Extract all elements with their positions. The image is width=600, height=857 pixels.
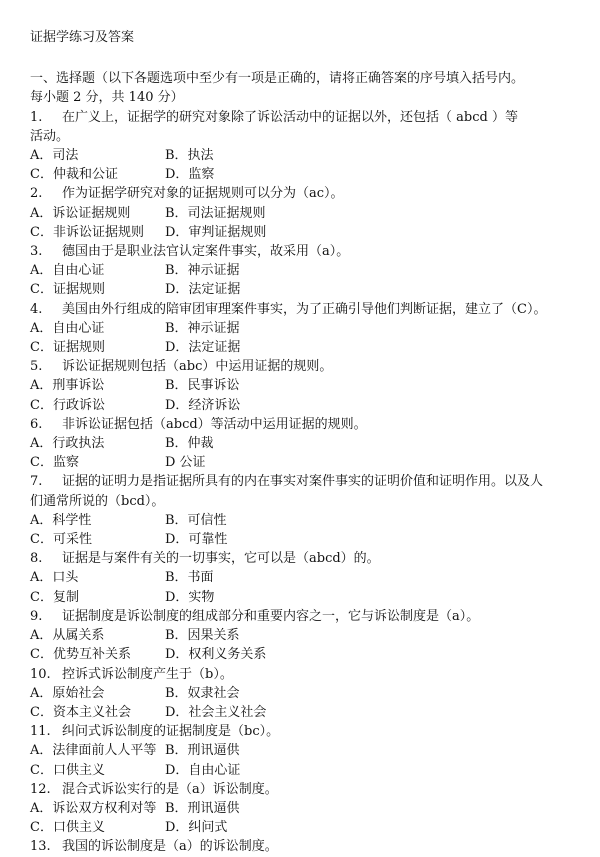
question-number: 6. [30,416,43,432]
question-text: 作为证据学研究对象的证据规则可以分为（ac）。 [62,186,344,202]
option-row [30,261,576,280]
answer-option: D．监察 [165,167,215,183]
question-stem [30,184,576,203]
answer-option: C．资本主义社会 [30,704,131,720]
question-text: 控诉式诉讼制度产生于（b）。 [62,666,233,682]
answer-option: B．可信性 [165,512,227,528]
answer-option: C．证据规则 [30,282,105,298]
question-number: 4. [30,301,43,317]
question-stem [30,837,576,856]
answer-option: D．法定证据 [165,340,241,356]
answer-option: A．自由心证 [30,263,105,279]
option-row [30,511,576,530]
option-row [30,645,576,664]
question-number: 3. [30,244,43,260]
answer-option: A．诉讼证据规则 [30,205,131,221]
answer-option: D．权利义务关系 [165,647,267,663]
question-text: 证据是与案件有关的一切事实，它可以是（abcd）的。 [62,551,380,567]
option-row [30,568,576,587]
option-row [30,588,576,607]
answer-option: C．可采性 [30,532,92,548]
answer-option: B．神示证据 [165,320,240,336]
answer-option: A．原始社会 [30,685,105,701]
answer-option: D．自由心证 [165,762,241,778]
question-stem [30,549,576,568]
answer-option: D 公证 [165,455,206,471]
answer-option: A．行政执法 [30,436,105,452]
document-title: 证据学练习及答案 [30,30,135,45]
answer-option: B．司法证据规则 [165,205,266,221]
answer-option: B．民事诉讼 [165,378,240,394]
answer-option: D．社会主义社会 [165,704,267,720]
answer-option: C．口供主义 [30,762,105,778]
answer-option: C．复制 [30,589,79,605]
question-stem [30,780,576,799]
question-stem [30,472,576,491]
answer-option: B．奴隶社会 [165,685,240,701]
answer-option: A．诉讼双方权利对等 [30,800,157,816]
option-row [30,799,576,818]
question-number: 5. [30,359,43,375]
question-number: 10. [30,666,51,682]
question-number: 1. [30,109,43,125]
question-text: 非诉讼证据包括（abcd）等活动中运用证据的规则。 [62,416,367,432]
answer-option: C．非诉讼证据规则 [30,224,144,240]
question-text: 混合式诉讼实行的是（a）诉讼制度。 [62,781,278,797]
question-number: 12. [30,781,51,797]
option-row [30,434,576,453]
answer-option: C．仲裁和公证 [30,167,118,183]
question-number: 7. [30,474,43,490]
option-row [30,223,576,242]
option-row [30,396,576,415]
question-stem [30,300,576,319]
answer-option: A．科学性 [30,512,92,528]
answer-option: D．经济诉讼 [165,397,241,413]
question-stem [30,607,576,626]
section-heading-line2: 每小题 2 分，共 140 分） [30,90,184,106]
answer-option: B．刑讯逼供 [165,743,240,759]
option-row [30,376,576,395]
question-text: 德国由于是职业法官认定案件事实，故采用（a）。 [62,244,350,260]
option-row [30,453,576,472]
answer-option: A．司法 [30,148,79,164]
question-number: 8. [30,551,43,567]
question-text: 我国的诉讼制度是（a）的诉讼制度。 [62,839,278,855]
question-text: 证据的证明力是指证据所具有的内在事实对案件事实的证明价值和证明作用。以及人 [62,474,544,490]
option-row [30,204,576,223]
answer-option: B．书面 [165,570,214,586]
answer-option: A．法律面前人人平等 [30,743,157,759]
option-row [30,338,576,357]
question-list [30,108,576,857]
option-row [30,165,576,184]
question-stem [30,415,576,434]
answer-option: D．法定证据 [165,282,241,298]
option-row [30,146,576,165]
answer-option: D．实物 [165,589,215,605]
question-text: 纠问式诉讼制度的证据制度是（bc）。 [62,724,280,740]
question-text: 在广义上，证据学的研究对象除了诉讼活动中的证据以外，还包括（ abcd ）等 [62,109,518,125]
answer-option: C．行政诉讼 [30,397,105,413]
answer-option: A．刑事诉讼 [30,378,105,394]
question-text: 证据制度是诉讼制度的组成部分和重要内容之一，它与诉讼制度是（a）。 [62,608,480,624]
question-stem [30,108,576,127]
question-number: 9. [30,608,43,624]
answer-option: B．执法 [165,148,214,164]
question-number: 13. [30,839,51,855]
answer-option: C．证据规则 [30,340,105,356]
question-stem [30,242,576,261]
option-row [30,280,576,299]
answer-option: D．纠问式 [165,820,228,836]
question-text-continuation: 活动。 [30,128,70,144]
answer-option: C．监察 [30,455,79,471]
question-stem [30,665,576,684]
section-heading-line1: 一、选择题（以下各题选项中至少有一项是正确的，请将正确答案的序号填入括号内。 [30,71,525,87]
answer-option: A．从属关系 [30,628,105,644]
option-row [30,319,576,338]
answer-option: A．自由心证 [30,320,105,336]
option-row [30,818,576,837]
answer-option: B．神示证据 [165,263,240,279]
question-text-continuation: 们通常所说的（bcd）。 [30,493,165,509]
answer-option: A．口头 [30,570,79,586]
answer-option: D．审判证据规则 [165,224,267,240]
option-row [30,530,576,549]
answer-option: C．优势互补关系 [30,647,131,663]
option-row [30,741,576,760]
option-row [30,626,576,645]
question-stem [30,357,576,376]
question-number: 11. [30,724,51,740]
answer-option: B．刑讯逼供 [165,800,240,816]
option-row [30,761,576,780]
question-number: 2. [30,186,43,202]
question-text: 美国由外行组成的陪审团审理案件事实，为了正确引导他们判断证据，建立了（C）。 [62,301,547,317]
answer-option: B．仲裁 [165,436,214,452]
answer-option: C．口供主义 [30,820,105,836]
answer-option: D．可靠性 [165,532,228,548]
option-row [30,684,576,703]
answer-option: B．因果关系 [165,628,240,644]
question-stem [30,722,576,741]
question-text: 诉讼证据规则包括（abc）中运用证据的规则。 [62,359,333,375]
option-row [30,703,576,722]
